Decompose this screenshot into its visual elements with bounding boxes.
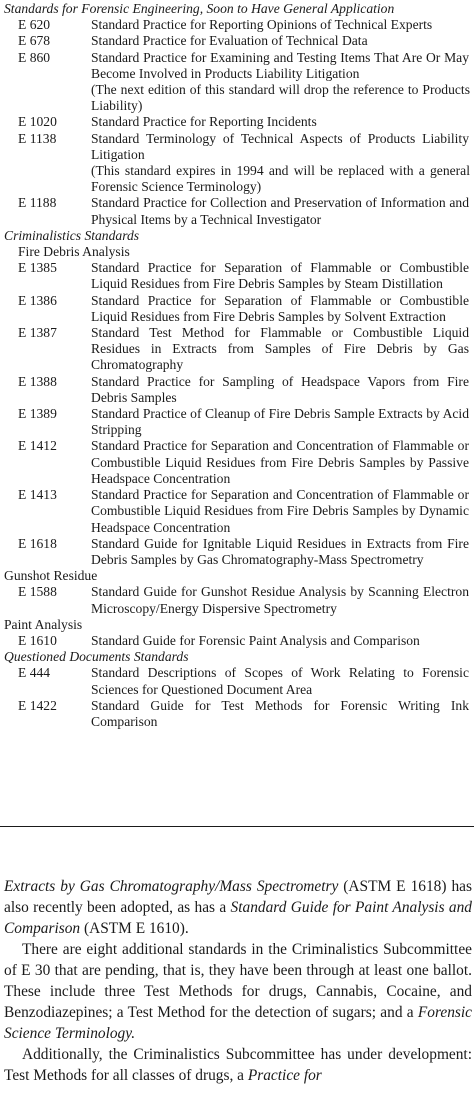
table-row (4, 536, 470, 568)
table-row (4, 260, 470, 292)
standard-code: E 678 (18, 33, 51, 49)
body-paragraph (4, 876, 472, 939)
standard-note: (The next edition of this standard will drop the reference to Products Liability) (91, 82, 470, 114)
standard-title: Standard Descriptions of Scopes of Work Relating to Forensic Sciences for Questioned Document Area (91, 665, 469, 697)
body-text (4, 876, 472, 1086)
standard-code: E 620 (18, 17, 51, 33)
standard-code: E 1387 (18, 325, 57, 341)
table-row (4, 114, 470, 130)
standard-title: Standard Guide for Gunshot Residue Analysis by Scanning Electron Microscopy/Energy Dispersive Spectrometry (91, 584, 469, 616)
italic-title: Standard Guide for Paint Analysis and Comparison (4, 899, 473, 937)
body-text-run: (ASTM E 1610). (80, 920, 189, 937)
standard-title: Standard Guide for Test Methods for Forensic Writing Ink Comparison (91, 697, 469, 729)
standard-title: Standard Practice for Reporting Incidents (91, 114, 317, 130)
standard-code: E 1138 (18, 130, 57, 146)
italic-title: Forensic Science Terminology. (4, 1004, 472, 1042)
body-text-run: (ASTM E 1618) has also recently been adopted, as has a (4, 878, 472, 916)
italic-title: Extracts by Gas Chromatography/Mass Spectrometry (4, 878, 339, 895)
table-row (4, 195, 470, 227)
standard-title: Standard Practice for Sampling of Headspace Vapors from Fire Debris Samples (91, 373, 469, 405)
standard-note: (This standard expires in 1994 and will be replaced with a general Forensic Science Terminology) (91, 163, 470, 195)
table-row (4, 374, 470, 406)
table-row (4, 293, 470, 325)
questioned-documents-heading: Questioned Documents Standards (4, 649, 189, 665)
standard-code: E 1388 (18, 373, 57, 389)
standard-title: Standard Guide for Ignitable Liquid Residues in Extracts from Fire Debris Samples by Gas Chromatography-Mass Spectrometry (91, 535, 469, 567)
standard-code: E 1422 (18, 697, 57, 713)
standard-title: Standard Practice for Collection and Preservation of Information and Physical Items by a Technical Investigator (91, 195, 469, 227)
body-text-run: There are eight additional standards in the Criminalistics Subcommittee of E 30 that are pending, that is, they have been through at least one ballot. These include three Test Methods for drugs, Cannabis, Cocaine, and Benzodiazepines; a Test Method for the detection of sugars; and a (4, 941, 472, 1021)
gunshot-residue-heading: Gunshot Residue (4, 568, 98, 584)
table-row (4, 665, 470, 697)
table-row (4, 406, 470, 438)
standard-title: Standard Practice for Separation of Flammable or Combustible Liquid Residues from Fire Debris Samples by Steam Distillation (91, 260, 469, 292)
standard-title: Standard Practice of Cleanup of Fire Debris Sample Extracts by Acid Stripping (91, 406, 469, 438)
table-row (4, 50, 470, 82)
table-row (4, 438, 470, 487)
standard-code: E 1588 (18, 584, 57, 600)
fire-debris-heading: Fire Debris Analysis (18, 244, 130, 260)
body-paragraph (4, 939, 472, 1044)
standard-code: E 860 (18, 49, 51, 65)
standard-code: E 1618 (18, 535, 57, 551)
paint-analysis-heading: Paint Analysis (4, 616, 83, 632)
body-text-run: Additionally, the Criminalistics Subcommittee has under development: Test Methods for all classes of drugs, a (4, 1046, 472, 1084)
standard-title: Standard Terminology of Technical Aspects of Products Liability Litigation (91, 130, 469, 162)
standard-title: Standard Practice for Separation of Flammable or Combustible Liquid Residues from Fire Debris Samples by Solvent Extraction (91, 292, 469, 324)
table-row (4, 325, 470, 374)
standard-code: E 1412 (18, 438, 57, 454)
standard-code: E 1610 (18, 632, 57, 648)
table-row (4, 487, 470, 536)
standard-title: Standard Practice for Separation and Concentration of Flammable or Combustible Liquid Residues from Fire Debris Samples by Passive Headspace Concentration (91, 438, 469, 486)
standard-title: Standard Practice for Reporting Opinions of Technical Experts (91, 17, 433, 33)
table-bottom-rule (0, 826, 474, 827)
standard-title: Standard Test Method for Flammable or Combustible Liquid Residues in Extracts from Samples of Fire Debris by Gas Chromatography (91, 325, 469, 373)
table-row (4, 17, 470, 33)
italic-title: Practice for (247, 1067, 322, 1084)
body-paragraph (4, 1044, 472, 1086)
standard-code: E 1020 (18, 114, 57, 130)
standard-title: Standard Practice for Evaluation of Technical Data (91, 33, 368, 49)
standards-table (4, 1, 470, 730)
table-row (4, 633, 470, 649)
forensic-engineering-heading: Standards for Forensic Engineering, Soon to Have General Application (4, 1, 395, 16)
standard-code: E 1385 (18, 260, 57, 276)
standard-code: E 1389 (18, 406, 57, 422)
standard-code: E 1413 (18, 487, 57, 503)
table-row (4, 698, 470, 730)
criminalistics-heading: Criminalistics Standards (4, 227, 140, 243)
table-row (4, 584, 470, 616)
standard-code: E 1188 (18, 195, 57, 211)
table-row (4, 131, 470, 163)
standard-code: E 444 (18, 665, 51, 681)
standard-title: Standard Practice for Examining and Testing Items That Are Or May Become Involved in Products Liability Litigation (91, 49, 469, 81)
standard-code: E 1386 (18, 292, 57, 308)
standard-title: Standard Guide for Forensic Paint Analysis and Comparison (91, 632, 420, 648)
standard-title: Standard Practice for Separation and Concentration of Flammable or Combustible Liquid Residues from Fire Debris Samples by Dynamic Headspace Concentration (91, 487, 469, 535)
table-row (4, 33, 470, 49)
